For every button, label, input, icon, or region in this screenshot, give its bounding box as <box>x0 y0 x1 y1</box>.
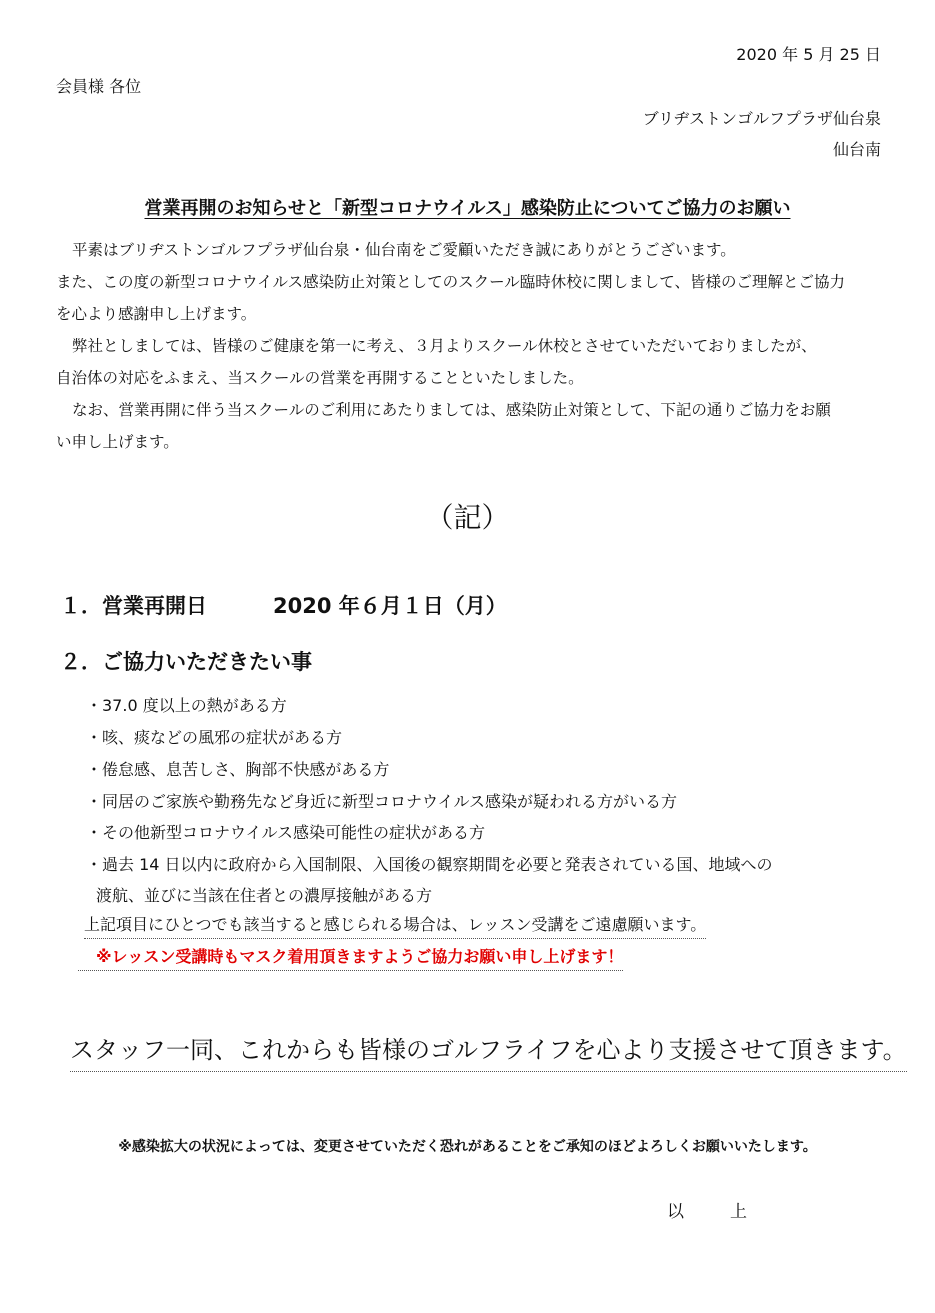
ki-heading: （記） <box>425 501 510 534</box>
body-line: を心より感謝申し上げます。 <box>56 305 257 323</box>
document-title: 営業再開のお知らせと「新型コロナウイルス」感染防止についてご協力のお願い <box>144 198 791 219</box>
list-item-continuation: 渡航、並びに当該在住者との濃厚接触がある方 <box>96 886 433 905</box>
sender-name: ブリヂストンゴルフプラザ仙台泉 <box>642 109 881 128</box>
closing-message: スタッフ一同、これからも皆様のゴルフライフを心より支援させて頂きます。 <box>70 1030 907 1072</box>
list-item: ・その他新型コロナウイルス感染可能性の症状がある方 <box>86 823 486 842</box>
body-line: 自治体の対応をふまえ、当スクールの営業を再開することといたしました。 <box>56 369 584 387</box>
reopen-date-value: 2020 年６月１日（月） <box>273 594 507 618</box>
section-cooperation-heading: ２．ご協力いただきたい事 <box>60 650 312 674</box>
body-line: 弊社としましては、皆様のご健康を第一に考え、３月よりスクール休校とさせていただいておりましたが、 <box>72 337 817 355</box>
body-line: また、この度の新型コロナウイルス感染防止対策としてのスクール臨時休校に関しまして、皆様のご理解とご協力 <box>56 273 845 291</box>
list-item: ・過去 14 日以内に政府から入国制限、入国後の観察期間を必要と発表されている国、地域への <box>86 855 773 874</box>
body-line: い申し上げます。 <box>56 433 179 451</box>
end-mark: 以上 <box>667 1202 793 1222</box>
addressee: 会員様 各位 <box>56 77 142 96</box>
body-line: なお、営業再開に伴う当スクールのご利用にあたりましては、感染防止対策として、下記の通りご協力をお願 <box>72 401 831 419</box>
section-reopen-date <box>60 590 507 620</box>
list-item: ・倦怠感、息苦しさ、胸部不快感がある方 <box>86 760 390 779</box>
body-line: 平素はブリヂストンゴルフプラザ仙台泉・仙台南をご愛顧いただき誠にありがとうございます。 <box>72 241 736 259</box>
document-date: 2020 年 5 月 25 日 <box>736 45 881 64</box>
list-item: ・37.0 度以上の熱がある方 <box>86 696 287 715</box>
list-item: ・咳、痰などの風邪の症状がある方 <box>86 728 343 747</box>
footnote: ※感染拡大の状況によっては、変更させていただく恐れがあることをご承知のほどよろしくお願いいたします。 <box>118 1139 817 1155</box>
list-item: ・同居のご家族や勤務先など身近に新型コロナウイルス感染が疑われる方がいる方 <box>86 792 678 811</box>
section-reopen-label: １．営業再開日 <box>60 594 207 618</box>
sender-branch: 仙台南 <box>832 140 881 159</box>
mask-notice: ※レッスン受講時もマスク着用頂きますようご協力お願い申し上げます！ <box>78 944 623 971</box>
avoid-lesson-notice: 上記項目にひとつでも該当すると感じられる場合は、レッスン受講をご遠慮願います。 <box>84 912 706 939</box>
